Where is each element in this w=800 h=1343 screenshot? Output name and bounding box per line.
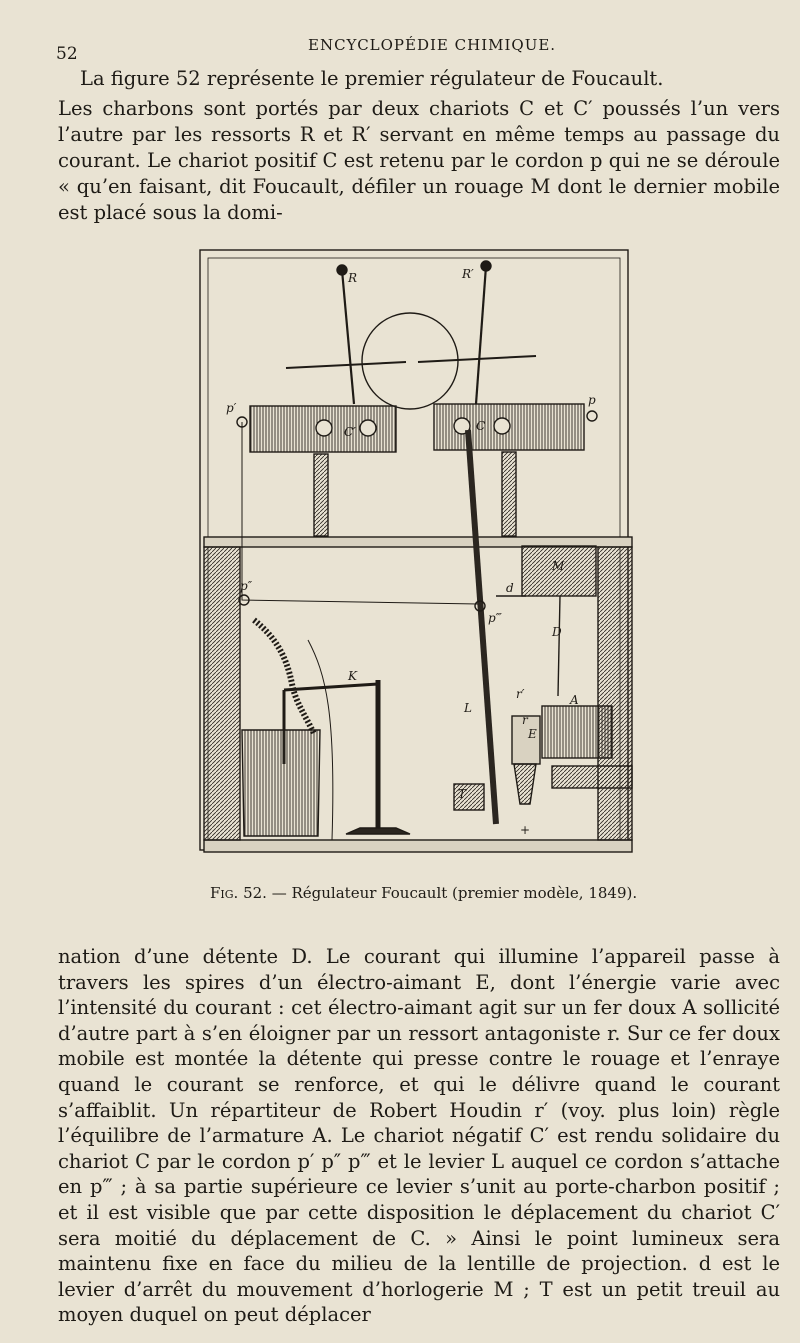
- label-C-prime: C′: [344, 425, 356, 439]
- paragraph-continuation: nation d’une détente D. Le courant qui illumine l’appareil passe à travers les spires d’un électro-aimant E, dont l’énergie varie avec l’intensité du courant : cet électro-aimant agit sur un fer doux A sollicité d’autre part à s’en éloigner par un ressort antagoniste r. Sur ce fer doux mobile est montée la détente qui presse contre le rouage et l’enraye quand le courant se renforce, et qui le délivre quand le courant s’affaiblit. Un répartiteur de Robert Houdin r′ (voy. plus loin) règle l’équilibre de l’armature A. Le chariot négatif C′ est rendu solidaire du chariot C par le cordon p′ p″ p‴ et le levier L auquel ce cordon s’attache en p‴ ; à sa partie supérieure ce levier s’unit au porte-charbon positif ; et il est visible que par cette disposition le déplacement du chariot C′ sera moitié du déplacement de C. » Ainsi le point lumineux sera maintenu fixe en face du milieu de la lentille de projection. d est le levier d’arrêt du mouvement d’horlogerie M ; T est un petit treuil au moyen duquel on peut déplacer: [58, 945, 780, 1327]
- label-A: A: [570, 693, 579, 707]
- caption-label: Fig. 52.: [210, 884, 267, 902]
- label-C: C: [476, 419, 486, 433]
- figure-caption: [210, 884, 637, 902]
- spring-R: [342, 270, 354, 404]
- label-L: L: [464, 701, 472, 715]
- label-E: E: [528, 727, 537, 741]
- label-p: p: [588, 393, 596, 407]
- label-T: T: [458, 787, 467, 801]
- label-p-prime: p′: [226, 401, 237, 415]
- label-R: R: [348, 271, 358, 285]
- label-p-triple: p‴: [488, 611, 502, 625]
- caption-text: — Régulateur Foucault (premier modèle, 1849).: [271, 884, 638, 902]
- lever-L: [468, 430, 496, 824]
- regulator-engraving: [196, 244, 636, 860]
- label-D: D: [552, 625, 562, 639]
- electromagnet-E: [542, 706, 612, 758]
- running-title: ENCYCLOPÉDIE CHIMIQUE.: [308, 36, 557, 54]
- label-plus: +: [520, 823, 531, 837]
- label-p-double: p″: [240, 579, 253, 593]
- paragraph-charbons: Les charbons sont portés par deux chariots C et C′ poussés l’un vers l’autre par les ressorts R et R′ servant en même temps au passage du courant. Le chariot positif C est retenu par le cordon p qui ne se déroule « qu’en faisant, dit Foucault, défiler un rouage M dont le dernier mobile est placé sous la domi-: [58, 97, 780, 224]
- label-r: r: [522, 713, 528, 727]
- left-post: [204, 547, 240, 840]
- label-K: K: [348, 669, 357, 683]
- page-number: 52: [56, 44, 78, 64]
- figure-foucault-regulator: [196, 244, 636, 860]
- label-M: M: [552, 559, 565, 573]
- spring-R-prime: [476, 266, 486, 404]
- label-R-prime: R′: [462, 267, 474, 281]
- label-d: d: [506, 581, 514, 595]
- label-r-prime: r′: [516, 687, 525, 701]
- paragraph-intro: La figure 52 représente le premier régulateur de Foucault.: [80, 67, 664, 90]
- right-post: [598, 547, 632, 840]
- beaker: [242, 730, 320, 836]
